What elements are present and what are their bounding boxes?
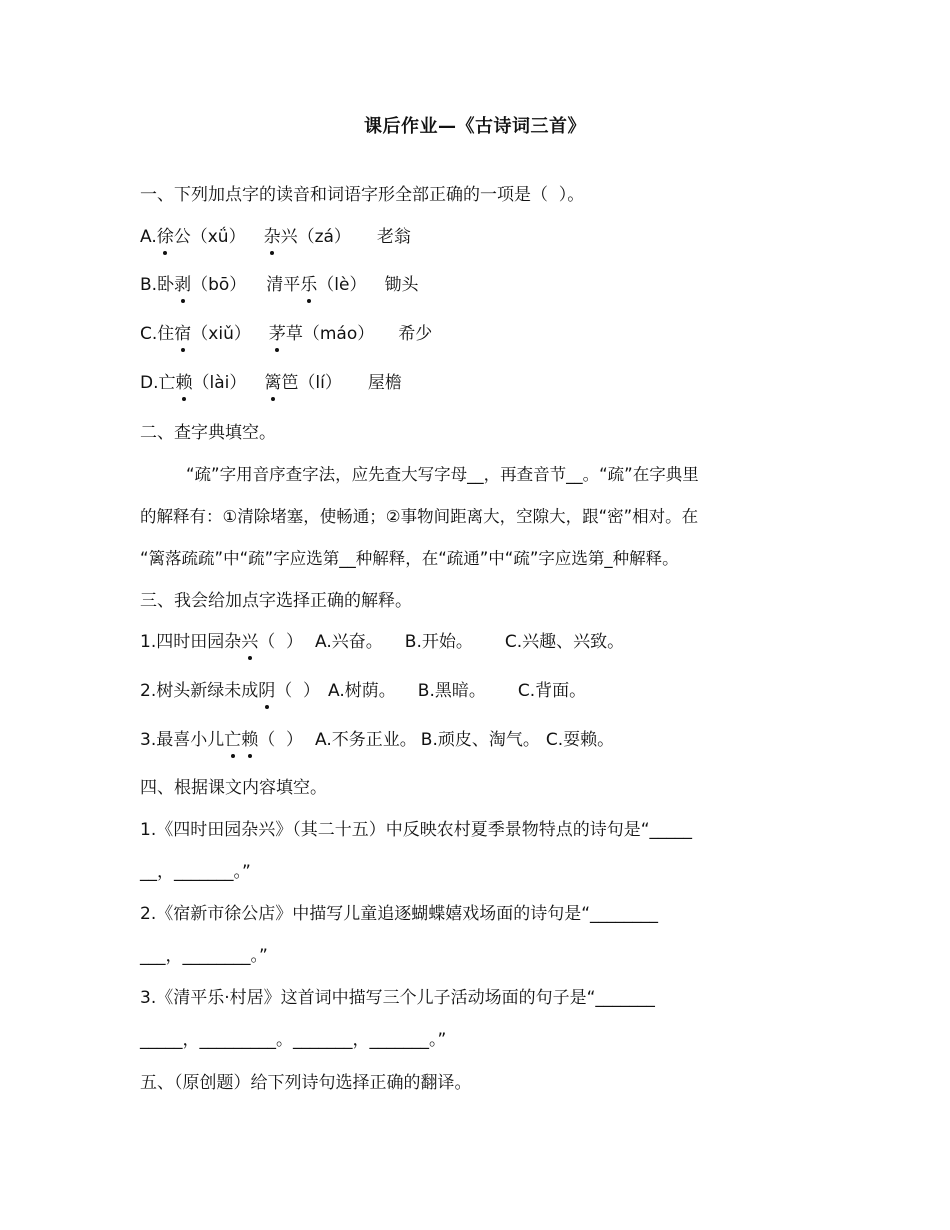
section-4-heading: 四、根据课文内容填空。 (140, 778, 327, 798)
s2-paragraph-line-1: “疏”字用音序查字法，应先查大写字母__，再查音节__。“疏”在字典里 (186, 465, 699, 484)
s1-option-d: D.亡赖（lài） 篱笆（lí） 屋檐 (140, 373, 402, 393)
section-3-heading: 三、我会给加点字选择正确的解释。 (140, 591, 412, 611)
s4-question-3-line-1: 3.《清平乐·村居》这首词中描写三个儿子活动场面的句子是“_______ (140, 988, 655, 1008)
s3-question-3: 3.最喜小儿亡赖（ ） A.不务正业。 B.顽皮、淘气。 C.耍赖。 (140, 730, 615, 750)
s2-paragraph-line-2: 的解释有：①清除堵塞，使畅通；②事物间距离大，空隙大，跟“密”相对。在 (140, 507, 699, 526)
section-2-heading: 二、查字典填空。 (140, 423, 276, 443)
page-title: 课后作业—《古诗词三首》 (364, 116, 586, 137)
section-5-heading: 五、（原创题）给下列诗句选择正确的翻译。 (140, 1073, 472, 1093)
s1-option-a: A.徐公（xǘ） 杂兴（zá） 老翁 (140, 227, 411, 247)
emphasis-dot-char: 阴 (258, 681, 276, 701)
s4-question-1-line-1: 1.《四时田园杂兴》（其二十五）中反映农村夏季景物特点的诗句是“_____ (140, 820, 693, 840)
s4-question-2-line-1: 2.《宿新市徐公店》中描写儿童追逐蝴蝶嬉戏场面的诗句是“________ (140, 904, 659, 924)
emphasis-dot-char: 赖 (175, 373, 193, 393)
emphasis-dot-char: 剥 (174, 275, 192, 295)
emphasis-dot-char: 篱 (264, 373, 282, 393)
s4-question-3-line-2: _____，_________。_______，_______。” (140, 1030, 447, 1050)
s4-question-1-line-2: __，_______。” (140, 862, 251, 882)
emphasis-dot-char: 茅 (268, 324, 286, 344)
emphasis-dot-char: 乐 (300, 275, 318, 295)
emphasis-dot-char: 宿 (174, 324, 192, 344)
s3-question-1: 1.四时田园杂兴（ ） A.兴奋。 B.开始。 C.兴趣、兴致。 (140, 632, 625, 652)
s1-option-c: C.住宿（xiǔ） 茅草（máo） 希少 (140, 324, 433, 344)
s4-question-2-line-2: ___，________。” (140, 946, 268, 966)
s1-option-b: B.卧剥（bō） 清平乐（lè） 锄头 (140, 275, 419, 295)
emphasis-dot-char: 兴 (241, 632, 259, 652)
emphasis-dot-char: 亡 (224, 730, 242, 750)
emphasis-dot-char: 杂 (263, 227, 281, 247)
s3-question-2: 2.树头新绿未成阴（ ） A.树荫。 B.黑暗。 C.背面。 (140, 681, 587, 701)
emphasis-dot-char: 徐 (156, 227, 174, 247)
section-1-heading: 一、下列加点字的读音和词语字形全部正确的一项是（ ）。 (140, 185, 585, 205)
emphasis-dot-char: 赖 (241, 730, 259, 750)
s2-paragraph-line-3: “篱落疏疏”中“疏”字应选第__种解释，在“疏通”中“疏”字应选第_种解释。 (140, 549, 679, 568)
